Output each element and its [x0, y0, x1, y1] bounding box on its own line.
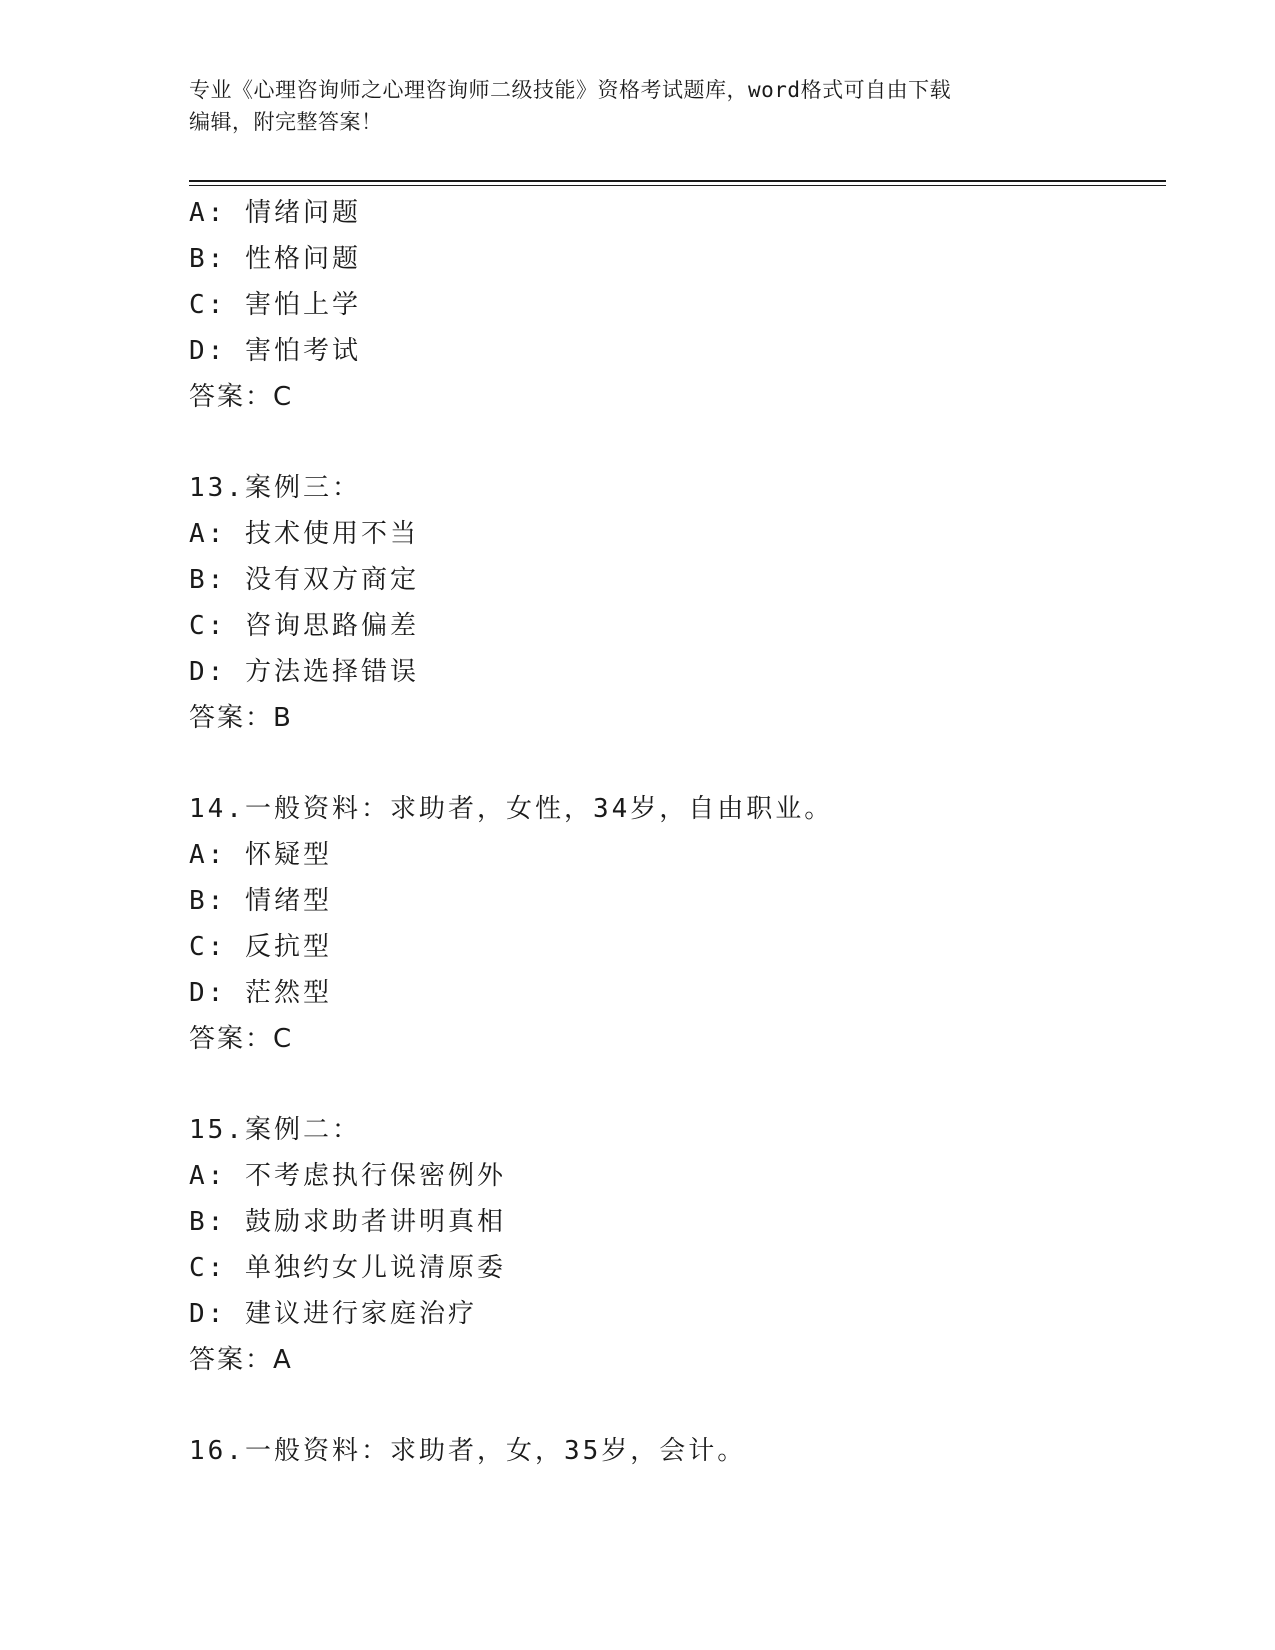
question-stem: 15.案例二： — [189, 1115, 361, 1145]
option-a: A: 情绪问题 — [189, 198, 361, 228]
option-c: C: 反抗型 — [189, 932, 332, 962]
option-d: D: 建议进行家庭治疗 — [189, 1299, 477, 1329]
option-d: D: 茫然型 — [189, 978, 332, 1008]
question-block — [189, 1428, 1166, 1474]
option-b: B: 没有双方商定 — [189, 565, 419, 595]
document-header — [189, 74, 1089, 138]
option-d: D: 方法选择错误 — [189, 657, 419, 687]
question-block — [189, 1107, 1166, 1383]
answer-line: 答案：C — [189, 1024, 294, 1054]
header-line-1: 专业《心理咨询师之心理咨询师二级技能》资格考试题库，word格式可自由下载 — [189, 78, 952, 102]
option-b: B: 鼓励求助者讲明真相 — [189, 1207, 506, 1237]
option-c: C: 害怕上学 — [189, 290, 361, 320]
answer-line: 答案：B — [189, 703, 293, 733]
option-c: C: 单独约女儿说清原委 — [189, 1253, 506, 1283]
question-list — [189, 190, 1166, 1519]
question-stem: 13.案例三： — [189, 473, 361, 503]
option-a: A: 技术使用不当 — [189, 519, 419, 549]
option-b: B: 情绪型 — [189, 886, 332, 916]
header-divider — [189, 180, 1166, 186]
answer-line: 答案：C — [189, 382, 294, 412]
option-a: A: 怀疑型 — [189, 840, 332, 870]
header-line-2: 编辑，附完整答案！ — [189, 110, 383, 134]
option-d: D: 害怕考试 — [189, 336, 361, 366]
option-a: A: 不考虑执行保密例外 — [189, 1161, 506, 1191]
question-block — [189, 786, 1166, 1062]
option-c: C: 咨询思路偏差 — [189, 611, 419, 641]
question-block — [189, 465, 1166, 741]
option-b: B: 性格问题 — [189, 244, 361, 274]
answer-line: 答案：A — [189, 1345, 293, 1375]
question-block — [189, 190, 1166, 420]
question-stem: 16.一般资料：求助者，女，35岁，会计。 — [189, 1436, 747, 1466]
question-stem: 14.一般资料：求助者，女性，34岁，自由职业。 — [189, 794, 834, 824]
